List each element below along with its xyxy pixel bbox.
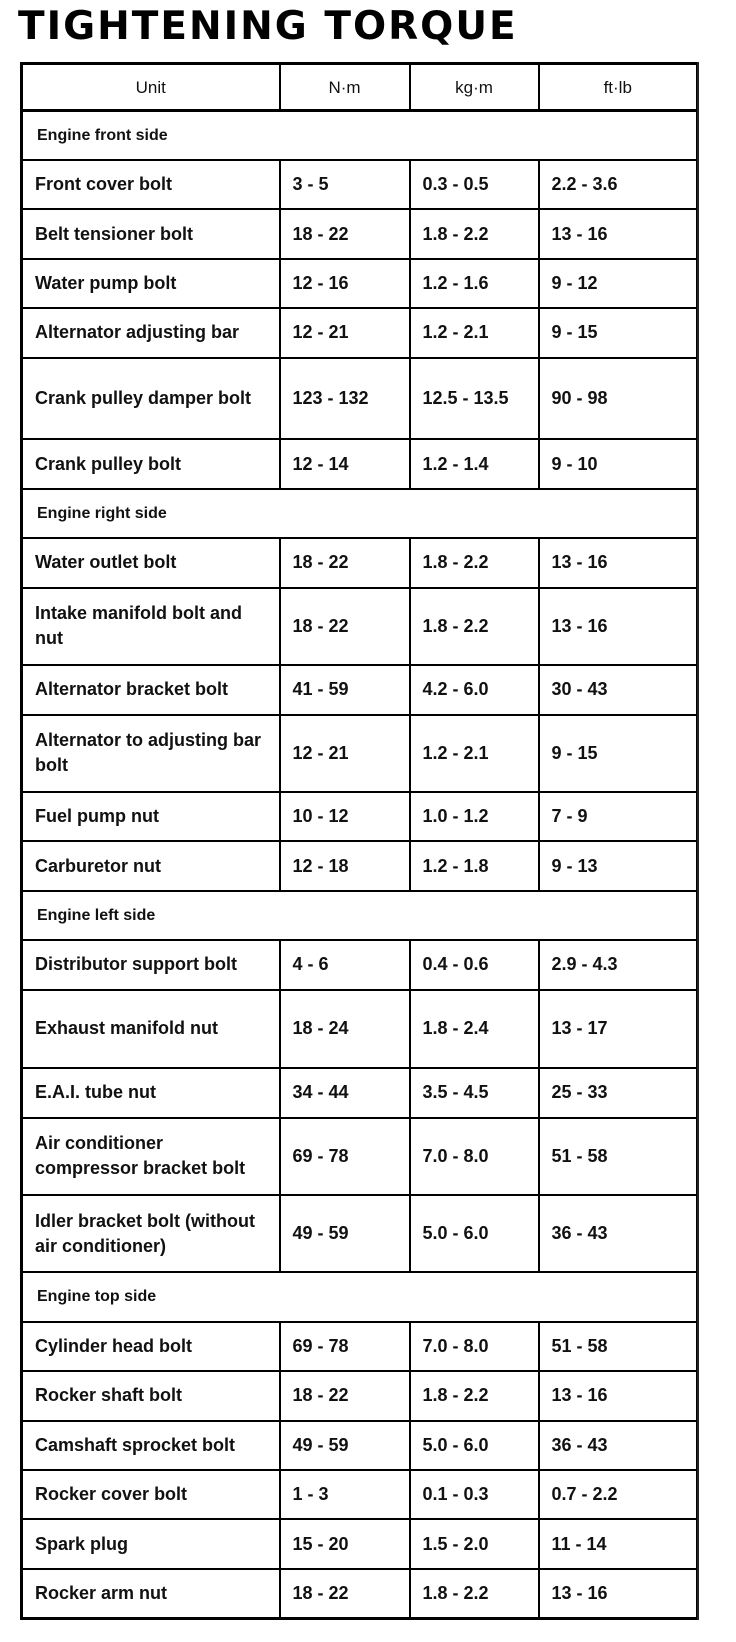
table-row [22, 1195, 698, 1272]
column-header-nm: N·m [280, 64, 410, 111]
torque-table [20, 62, 699, 1620]
kgm-cell: 1.8 - 2.4 [410, 990, 539, 1068]
item-cell: Distributor support bolt [22, 940, 280, 989]
item-cell: Carburetor nut [22, 841, 280, 890]
nm-cell: 18 - 22 [280, 538, 410, 587]
item-cell: E.A.I. tube nut [22, 1068, 280, 1117]
nm-cell: 41 - 59 [280, 665, 410, 714]
section-row [22, 111, 698, 160]
section-heading: Engine left side [22, 891, 698, 940]
ftlb-cell: 13 - 17 [539, 990, 698, 1068]
nm-cell: 123 - 132 [280, 358, 410, 440]
kgm-cell: 12.5 - 13.5 [410, 358, 539, 440]
ftlb-cell: 90 - 98 [539, 358, 698, 440]
table-row [22, 259, 698, 308]
ftlb-cell: 13 - 16 [539, 209, 698, 258]
kgm-cell: 7.0 - 8.0 [410, 1118, 539, 1195]
table-body [22, 111, 698, 1619]
item-cell: Rocker arm nut [22, 1569, 280, 1619]
nm-cell: 18 - 22 [280, 1569, 410, 1619]
nm-cell: 12 - 18 [280, 841, 410, 890]
kgm-cell: 1.2 - 1.6 [410, 259, 539, 308]
nm-cell: 12 - 21 [280, 715, 410, 792]
kgm-cell: 1.5 - 2.0 [410, 1519, 539, 1568]
kgm-cell: 5.0 - 6.0 [410, 1421, 539, 1470]
item-cell: Belt tensioner bolt [22, 209, 280, 258]
table-row [22, 841, 698, 890]
nm-cell: 10 - 12 [280, 792, 410, 841]
kgm-cell: 5.0 - 6.0 [410, 1195, 539, 1272]
kgm-cell: 7.0 - 8.0 [410, 1322, 539, 1371]
ftlb-cell: 9 - 12 [539, 259, 698, 308]
item-cell: Water pump bolt [22, 259, 280, 308]
nm-cell: 18 - 22 [280, 588, 410, 665]
item-cell: Rocker shaft bolt [22, 1371, 280, 1420]
item-cell: Idler bracket bolt (without air conditioner) [22, 1195, 280, 1272]
kgm-cell: 1.0 - 1.2 [410, 792, 539, 841]
table-row [22, 1118, 698, 1195]
ftlb-cell: 9 - 15 [539, 308, 698, 357]
nm-cell: 69 - 78 [280, 1322, 410, 1371]
ftlb-cell: 13 - 16 [539, 538, 698, 587]
kgm-cell: 1.8 - 2.2 [410, 1569, 539, 1619]
ftlb-cell: 2.9 - 4.3 [539, 940, 698, 989]
ftlb-cell: 25 - 33 [539, 1068, 698, 1117]
header-row [22, 64, 698, 111]
table-row [22, 1322, 698, 1371]
nm-cell: 12 - 21 [280, 308, 410, 357]
kgm-cell: 1.8 - 2.2 [410, 538, 539, 587]
kgm-cell: 0.3 - 0.5 [410, 160, 539, 209]
item-cell: Front cover bolt [22, 160, 280, 209]
kgm-cell: 1.2 - 1.4 [410, 439, 539, 488]
table-row [22, 1068, 698, 1117]
table-row [22, 439, 698, 488]
ftlb-cell: 2.2 - 3.6 [539, 160, 698, 209]
table-row [22, 308, 698, 357]
item-cell: Exhaust manifold nut [22, 990, 280, 1068]
kgm-cell: 1.2 - 1.8 [410, 841, 539, 890]
section-row [22, 891, 698, 940]
item-cell: Crank pulley bolt [22, 439, 280, 488]
ftlb-cell: 36 - 43 [539, 1421, 698, 1470]
nm-cell: 49 - 59 [280, 1195, 410, 1272]
table-row [22, 588, 698, 665]
ftlb-cell: 13 - 16 [539, 1371, 698, 1420]
kgm-cell: 0.4 - 0.6 [410, 940, 539, 989]
item-cell: Intake manifold bolt and nut [22, 588, 280, 665]
kgm-cell: 1.8 - 2.2 [410, 588, 539, 665]
nm-cell: 15 - 20 [280, 1519, 410, 1568]
kgm-cell: 3.5 - 4.5 [410, 1068, 539, 1117]
nm-cell: 1 - 3 [280, 1470, 410, 1519]
ftlb-cell: 9 - 15 [539, 715, 698, 792]
column-header-ftlb: ft·lb [539, 64, 698, 111]
ftlb-cell: 0.7 - 2.2 [539, 1470, 698, 1519]
margin-rule [697, 62, 699, 1620]
table-row [22, 160, 698, 209]
nm-cell: 12 - 14 [280, 439, 410, 488]
nm-cell: 12 - 16 [280, 259, 410, 308]
nm-cell: 49 - 59 [280, 1421, 410, 1470]
table-row [22, 1470, 698, 1519]
ftlb-cell: 13 - 16 [539, 588, 698, 665]
nm-cell: 69 - 78 [280, 1118, 410, 1195]
column-header-unit: Unit [22, 64, 280, 111]
section-heading: Engine right side [22, 489, 698, 538]
table-row [22, 665, 698, 714]
kgm-cell: 1.2 - 2.1 [410, 715, 539, 792]
item-cell: Camshaft sprocket bolt [22, 1421, 280, 1470]
page-title: TIGHTENING TORQUE [18, 4, 518, 49]
nm-cell: 18 - 22 [280, 1371, 410, 1420]
item-cell: Spark plug [22, 1519, 280, 1568]
table-row [22, 1421, 698, 1470]
kgm-cell: 1.8 - 2.2 [410, 209, 539, 258]
ftlb-cell: 11 - 14 [539, 1519, 698, 1568]
kgm-cell: 1.2 - 2.1 [410, 308, 539, 357]
item-cell: Crank pulley damper bolt [22, 358, 280, 440]
item-cell: Rocker cover bolt [22, 1470, 280, 1519]
table-row [22, 209, 698, 258]
section-row [22, 489, 698, 538]
kgm-cell: 1.8 - 2.2 [410, 1371, 539, 1420]
ftlb-cell: 36 - 43 [539, 1195, 698, 1272]
table-row [22, 1371, 698, 1420]
ftlb-cell: 30 - 43 [539, 665, 698, 714]
item-cell: Alternator bracket bolt [22, 665, 280, 714]
nm-cell: 18 - 22 [280, 209, 410, 258]
column-header-kgm: kg·m [410, 64, 539, 111]
nm-cell: 34 - 44 [280, 1068, 410, 1117]
ftlb-cell: 9 - 13 [539, 841, 698, 890]
table-row [22, 1519, 698, 1568]
ftlb-cell: 13 - 16 [539, 1569, 698, 1619]
table-row [22, 1569, 698, 1619]
item-cell: Alternator adjusting bar [22, 308, 280, 357]
table-row [22, 940, 698, 989]
section-heading: Engine front side [22, 111, 698, 160]
table-row [22, 538, 698, 587]
ftlb-cell: 51 - 58 [539, 1322, 698, 1371]
item-cell: Water outlet bolt [22, 538, 280, 587]
nm-cell: 4 - 6 [280, 940, 410, 989]
item-cell: Air conditioner compressor bracket bolt [22, 1118, 280, 1195]
table-row [22, 990, 698, 1068]
kgm-cell: 0.1 - 0.3 [410, 1470, 539, 1519]
section-heading: Engine top side [22, 1272, 698, 1321]
ftlb-cell: 9 - 10 [539, 439, 698, 488]
section-row [22, 1272, 698, 1321]
item-cell: Cylinder head bolt [22, 1322, 280, 1371]
nm-cell: 18 - 24 [280, 990, 410, 1068]
kgm-cell: 4.2 - 6.0 [410, 665, 539, 714]
table-row [22, 358, 698, 440]
ftlb-cell: 7 - 9 [539, 792, 698, 841]
item-cell: Fuel pump nut [22, 792, 280, 841]
item-cell: Alternator to adjusting bar bolt [22, 715, 280, 792]
table-row [22, 792, 698, 841]
nm-cell: 3 - 5 [280, 160, 410, 209]
table-row [22, 715, 698, 792]
ftlb-cell: 51 - 58 [539, 1118, 698, 1195]
